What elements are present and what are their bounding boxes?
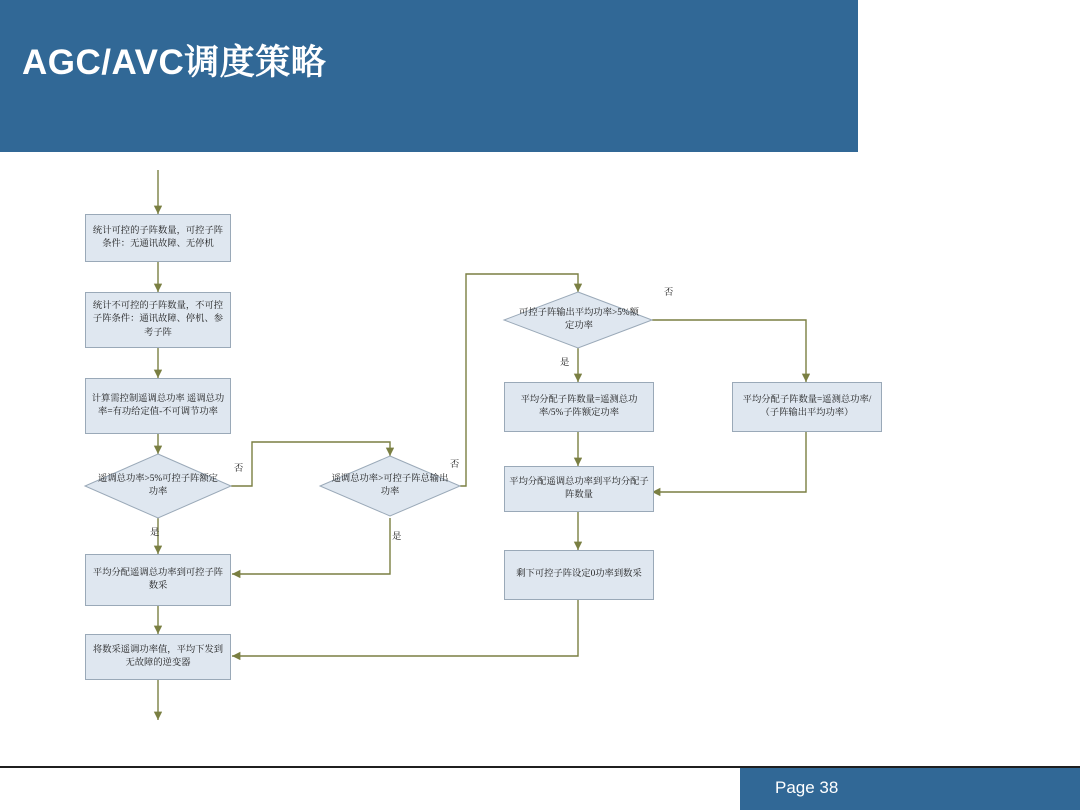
edge-label: 否 xyxy=(450,460,460,470)
page-number: Page 38 xyxy=(775,778,839,797)
process-node: 平均分配子阵数量=遥测总功率/5%子阵额定功率 xyxy=(504,382,654,432)
edge-label: 是 xyxy=(150,528,160,538)
edge-label: 否 xyxy=(234,464,244,474)
process-node: 计算需控制遥调总功率 遥调总功率=有功给定值-不可调节功率 xyxy=(85,378,231,434)
flowchart-diagram xyxy=(0,150,1080,766)
decision-node-label: 遥调总功率>可控子阵总输出功率 xyxy=(331,473,449,497)
page-title: AGC/AVC调度策略 xyxy=(22,43,327,82)
decision-node-label: 可控子阵输出平均功率>5%额定功率 xyxy=(519,307,639,331)
decision-node-label: 遥调总功率>5%可控子阵额定功率 xyxy=(98,473,218,497)
process-node: 剩下可控子阵设定0功率到数采 xyxy=(504,550,654,600)
process-node: 平均分配子阵数量=遥测总功率/（子阵输出平均功率） xyxy=(732,382,882,432)
process-node: 平均分配遥调总功率到平均分配子阵数量 xyxy=(504,466,654,512)
process-node: 将数采遥调功率值，平均下发到无故障的逆变器 xyxy=(85,634,231,680)
process-node: 统计不可控的子阵数量，不可控子阵条件：通讯故障、停机、参考子阵 xyxy=(85,292,231,348)
edge-label: 否 xyxy=(664,288,674,298)
process-node: 统计可控的子阵数量，可控子阵条件：无通讯故障、无停机 xyxy=(85,214,231,262)
process-node: 平均分配遥调总功率到可控子阵数采 xyxy=(85,554,231,606)
edge-label: 是 xyxy=(392,532,402,542)
edge-label: 是 xyxy=(560,358,570,368)
